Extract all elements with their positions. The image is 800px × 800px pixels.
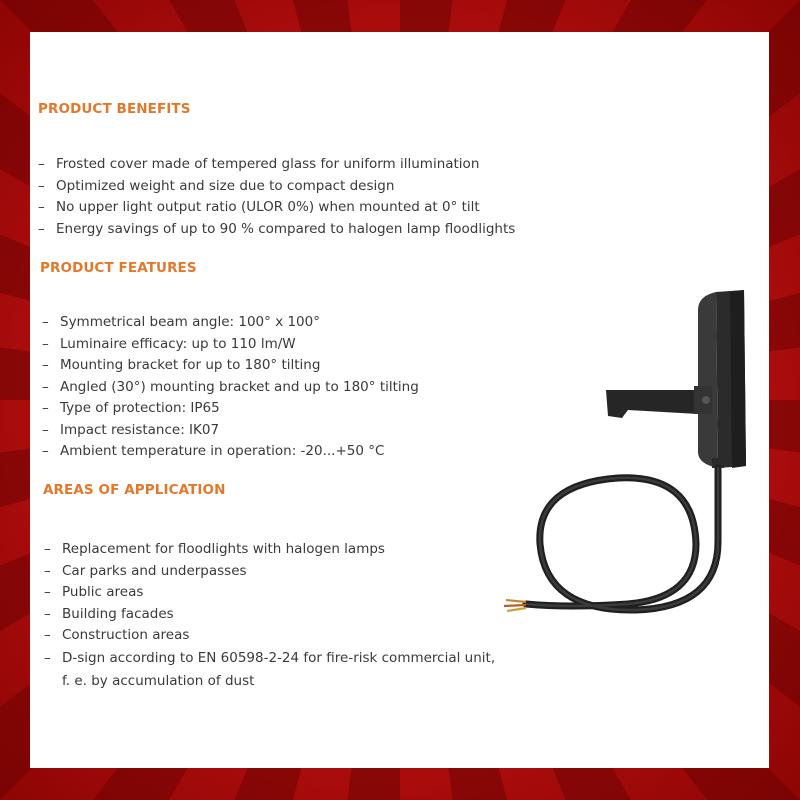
list-item: – No upper light output ratio (ULOR 0%) when mounted at 0° tilt: [38, 199, 480, 215]
product-benefits-heading: PRODUCT BENEFITS: [38, 101, 191, 117]
list-item: – Optimized weight and size due to compact design: [38, 177, 395, 194]
areas-of-application-heading: AREAS OF APPLICATION: [43, 482, 226, 498]
list-item: – Construction areas: [44, 627, 190, 643]
list-item: – Impact resistance: IK07: [42, 421, 220, 438]
list-item: – Type of protection: IP65: [42, 400, 220, 416]
floodlight-with-cable-icon: [498, 282, 758, 622]
list-item: – Luminaire efficacy: up to 110 lm/W: [42, 335, 296, 352]
list-item: – Angled (30°) mounting bracket and up to 180° tilting: [42, 378, 419, 395]
product-features-list: [42, 312, 419, 463]
list-item: – Frosted cover made of tempered glass for uniform illumination: [38, 156, 480, 172]
list-item: – Symmetrical beam angle: 100° x 100°: [42, 314, 320, 330]
list-item: – Public areas: [44, 584, 144, 600]
list-item: – Mounting bracket for up to 180° tilting: [42, 357, 321, 373]
list-item: – Car parks and underpasses: [44, 562, 247, 579]
list-item: – Replacement for floodlights with halogen lamps: [44, 541, 385, 557]
product-benefits-list: [38, 154, 515, 240]
areas-of-application-list: [44, 539, 502, 693]
product-info-card: [30, 32, 769, 768]
list-item: – Energy savings of up to 90 % compared to halogen lamp floodlights: [38, 220, 516, 237]
list-item: – D-sign according to EN 60598-2-24 for fire-risk commercial unit, f. e. by accumulation of dust: [44, 649, 496, 689]
product-features-heading: PRODUCT FEATURES: [40, 260, 197, 276]
list-item: – Ambient temperature in operation: -20...+50 °C: [42, 443, 385, 459]
list-item: – Building facades: [44, 605, 174, 622]
